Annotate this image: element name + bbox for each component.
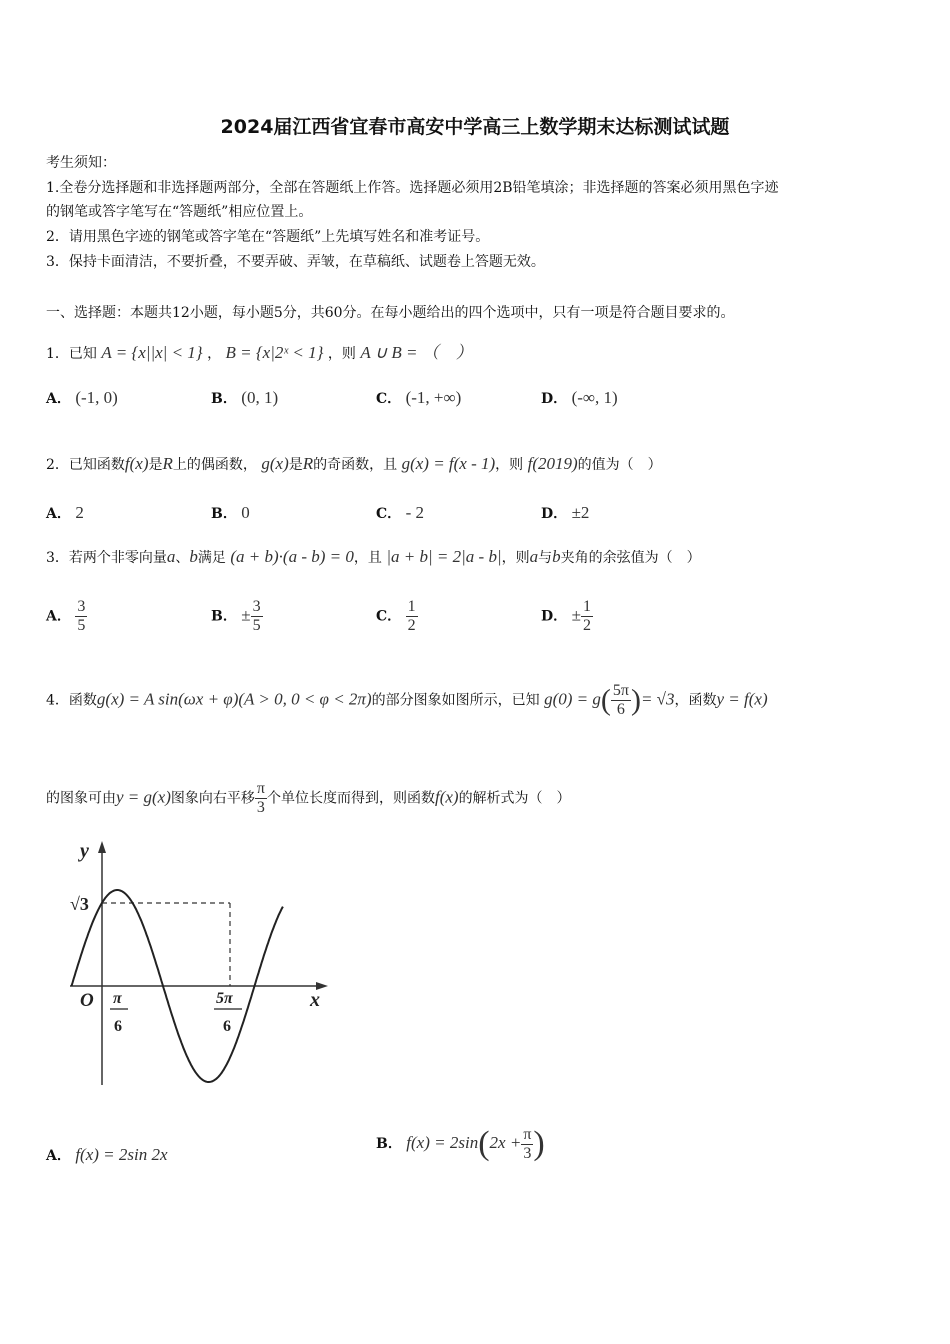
q1-prefix: 1．已知	[46, 346, 97, 362]
q2-option-d[interactable]: D． ±2	[541, 503, 590, 522]
y-axis-label: y	[80, 840, 89, 862]
y-tick-sqrt3: √3	[70, 894, 89, 914]
sine-graph	[60, 835, 350, 1095]
q4-option-b[interactable]: B． f(x) = 2sin(2x + $\frac{\pi}{3}$ )	[376, 1125, 545, 1162]
notice-line-1b: 的钢笔或答字笔写在“答题纸”相应位置上。	[46, 204, 313, 220]
q1-set-b: B = {x|2ˣ < 1}	[225, 343, 324, 362]
section-heading: 一、选择题：本题共12小题，每小题5分，共60分。在每小题给出的四个选项中，只有一项是符合题目要求的。	[46, 305, 735, 321]
q1-option-a[interactable]: A． (-1, 0)	[46, 388, 118, 407]
x-tick-1-num: π	[113, 990, 122, 1007]
q2-f: f(x)	[124, 454, 149, 473]
q4-function: g(x) = A sin(ωx + φ)(A > 0, 0 < φ < 2π)	[96, 689, 372, 709]
q3-condition-2: |a + b| = 2|a - b|	[386, 547, 502, 566]
x-tick-2-den: 6	[223, 1018, 231, 1035]
q3-option-c[interactable]: C． $\frac{1}{2}$	[376, 598, 416, 634]
q3-option-b[interactable]: B． ± $\frac{3}{5}$	[211, 598, 261, 634]
q3-option-d[interactable]: D． ± $\frac{1}{2}$	[541, 598, 591, 634]
q1-expr: A ∪ B = （ ）	[360, 343, 473, 362]
x-tick-2-num: 5π	[216, 990, 233, 1007]
q4-option-a[interactable]: A． f(x) = 2sin 2x	[46, 1145, 168, 1164]
x-tick-1-den: 6	[114, 1018, 122, 1035]
q2-g: g(x)	[261, 454, 289, 473]
q3-condition-1: (a + b)·(a - b) = 0	[230, 547, 354, 566]
question-4-line-1: 4．函数g(x) = A sin(ωx + φ)(A > 0, 0 < φ < 2π)的部分图象如图所示，已知 g(0) = g( $\frac{5\pi}{6}$ )= √3，函数y = f(x)	[46, 682, 768, 718]
q1-suffix: ，则	[327, 346, 356, 362]
q1-set-a: A = {x||x| < 1}	[101, 343, 203, 362]
q2-option-c[interactable]: C． - 2	[376, 503, 425, 522]
q2-f2019: f(2019)	[527, 454, 578, 473]
q2-option-b[interactable]: B． 0	[211, 503, 250, 522]
notice-line-2: 2．请用黑色字迹的钢笔或答字笔在“答题纸”上先填写姓名和准考证号。	[46, 229, 490, 245]
notice-line-3: 3．保持卡面清洁，不要折叠，不要弄破、弄皱，在草稿纸、试题卷上答题无效。	[46, 254, 545, 270]
q2-option-a[interactable]: A． 2	[46, 503, 84, 522]
q1-option-c[interactable]: C． (-1, +∞)	[376, 388, 462, 407]
q1-sep: ，	[207, 346, 222, 362]
page-title: 2024届江西省宜春市高安中学高三上数学期末达标测试试题	[220, 116, 730, 138]
y-axis-arrow	[98, 841, 106, 853]
origin-label: O	[80, 990, 94, 1011]
question-3: 3．若两个非零向量a、b满足 (a + b)·(a - b) = 0，且 |a + b| = 2|a - b|，则a与b夹角的余弦值为（ ）	[46, 547, 701, 566]
question-4-line-2: 的图象可由y = g(x)图象向右平移 $\frac{\pi}{3}$ 个单位长度而得到，则函数f(x)的解析式为（ ）	[46, 780, 571, 816]
question-1	[46, 338, 473, 363]
notice-line-1a: 1.全卷分选择题和非选择题两部分，全部在答题纸上作答。选择题必须用2B铅笔填涂；非选择题的答案必须用黑色字迹	[46, 180, 779, 196]
question-2: 2．已知函数f(x)是R上的偶函数， g(x)是R的奇函数，且 g(x) = f(x - 1)，则 f(2019)的值为（ ）	[46, 454, 662, 473]
q2-condition: g(x) = f(x - 1)	[401, 454, 496, 473]
x-axis-label: x	[310, 989, 320, 1011]
q3-option-a[interactable]: A． $\frac{3}{5}$	[46, 598, 86, 634]
notice-heading: 考生须知：	[46, 155, 116, 171]
q1-option-d[interactable]: D． (-∞, 1)	[541, 388, 618, 407]
q1-option-b[interactable]: B． (0, 1)	[211, 388, 279, 407]
